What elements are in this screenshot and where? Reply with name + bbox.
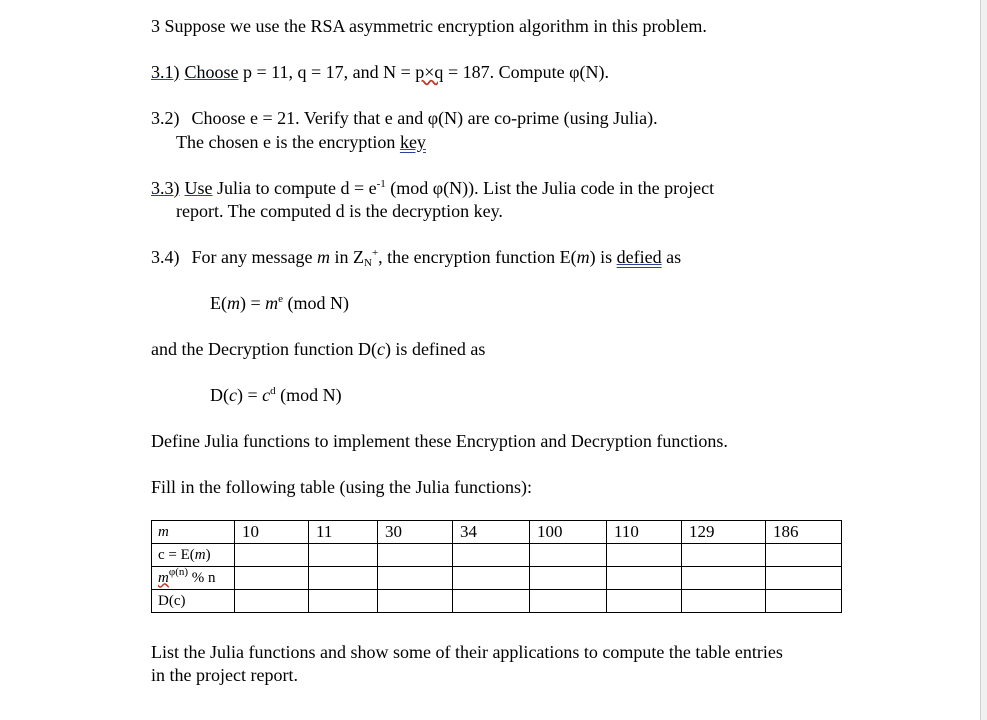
q32-key: key [399,132,426,152]
table-cell [453,544,530,567]
q34-sup: + [371,247,379,259]
enc-m2: m [265,293,279,313]
define-instruction: Define Julia functions to implement these Encryption and Decryption functions. [151,431,728,451]
cell-m-100: 100 [530,521,607,544]
list-instruction-line1: List the Julia functions and show some of their applications to compute the table entries [151,642,783,662]
table-cell [309,567,378,590]
enc-sup: e [278,293,284,305]
row-phi-m: m [158,569,169,586]
table-cell [453,567,530,590]
dec-intro-tail: ) is defined as [384,339,486,359]
decryption-formula [210,383,342,407]
enc-E: E( [210,293,227,313]
q32-line1: Choose e = 21. Verify that e and φ(N) are co-prime (using Julia). [191,108,658,128]
table-cell [682,590,766,613]
table-cell [682,544,766,567]
table-cell [309,590,378,613]
table-cell [453,590,530,613]
fill-instruction: Fill in the following table (using the Julia functions): [151,477,532,497]
q33-l1-post: (mod φ(N)). List the Julia code in the project [385,178,715,198]
q32-number: 3.2) [151,108,180,128]
q34-in: in Z [329,247,364,267]
table-cell [235,544,309,567]
row-header-m [152,521,235,544]
row-m-label: m [158,523,169,540]
question-3-3 [151,176,714,200]
rsa-table [151,520,842,613]
cell-m-34: 34 [453,521,530,544]
q33-line2: report. The computed d is the decryption key. [176,201,503,221]
page-right-edge [980,0,987,720]
table-cell [309,544,378,567]
q34-sub: N [363,257,372,269]
q31-text-a: p = 11, q = 17, and N = [238,62,416,82]
table-cell [766,567,842,590]
row-header-phi [152,567,235,590]
row-header-c [152,544,235,567]
table-cell [682,567,766,590]
row-c-pre: c = E( [158,546,195,563]
cell-m-11: 11 [309,521,378,544]
q34-number: 3.4) [151,247,180,267]
enc-mod: (mod N) [283,293,350,313]
q32-line2-pre: The chosen e is the encryption [176,132,400,152]
q31-pq: p×q [415,62,444,82]
problem-intro: 3 Suppose we use the RSA asymmetric encryption algorithm in this problem. [151,16,707,36]
q31-verb: Choose [184,62,239,82]
table-cell [530,590,607,613]
list-instruction-line2: in the project report. [151,665,298,685]
row-c-post: ) [205,546,211,563]
cell-m-10: 10 [235,521,309,544]
q34-as: as [661,247,682,267]
q34-defied: defied [616,247,662,267]
decryption-intro [151,337,485,361]
enc-eq: ) = [240,293,266,313]
table-cell [766,544,842,567]
table-row-phi [152,567,842,590]
cell-m-30: 30 [378,521,453,544]
row-phi-post: % n [188,569,216,586]
question-3-1 [151,60,609,84]
q33-l1-sup: -1 [376,178,386,190]
table-cell [378,544,453,567]
table-cell [235,590,309,613]
table-cell [530,544,607,567]
dec-c2: c [262,385,271,405]
table-cell [378,567,453,590]
table-row-m [152,521,842,544]
q31-text-b: = 187. Compute φ(N). [443,62,609,82]
q34-is: ) is [589,247,617,267]
q34-mid: , the encryption function E( [378,247,577,267]
table-cell [378,590,453,613]
table-cell [530,567,607,590]
q34-m2: m [576,247,590,267]
dec-D: D( [210,385,229,405]
q33-l1-pre: Julia to compute d = e [212,178,377,198]
q33-number: 3.3) [151,178,180,198]
dec-c: c [229,385,237,405]
table-row-d [152,590,842,613]
dec-intro-text: and the Decryption function D( [151,339,377,359]
table-row-c [152,544,842,567]
enc-m: m [227,293,240,313]
table-cell [235,567,309,590]
question-3-2 [151,106,658,130]
dec-mod: (mod N) [275,385,342,405]
question-3-4 [151,245,681,269]
table-cell [607,567,682,590]
table-cell [766,590,842,613]
q31-number: 3.1) [151,62,180,82]
dec-intro-c: c [376,339,385,359]
row-c-m: m [194,546,206,563]
dec-sup: d [270,385,276,397]
row-header-d: D(c) [152,590,235,613]
question-3-2-line2 [176,130,426,154]
q34-pre: For any message [191,247,317,267]
q33-verb: Use [184,178,213,198]
dec-eq: ) = [237,385,263,405]
table-cell [607,590,682,613]
cell-m-186: 186 [766,521,842,544]
row-phi-sup: φ(n) [168,565,189,578]
table-cell [607,544,682,567]
cell-m-129: 129 [682,521,766,544]
q34-m: m [316,247,330,267]
encryption-formula [210,291,349,315]
cell-m-110: 110 [607,521,682,544]
